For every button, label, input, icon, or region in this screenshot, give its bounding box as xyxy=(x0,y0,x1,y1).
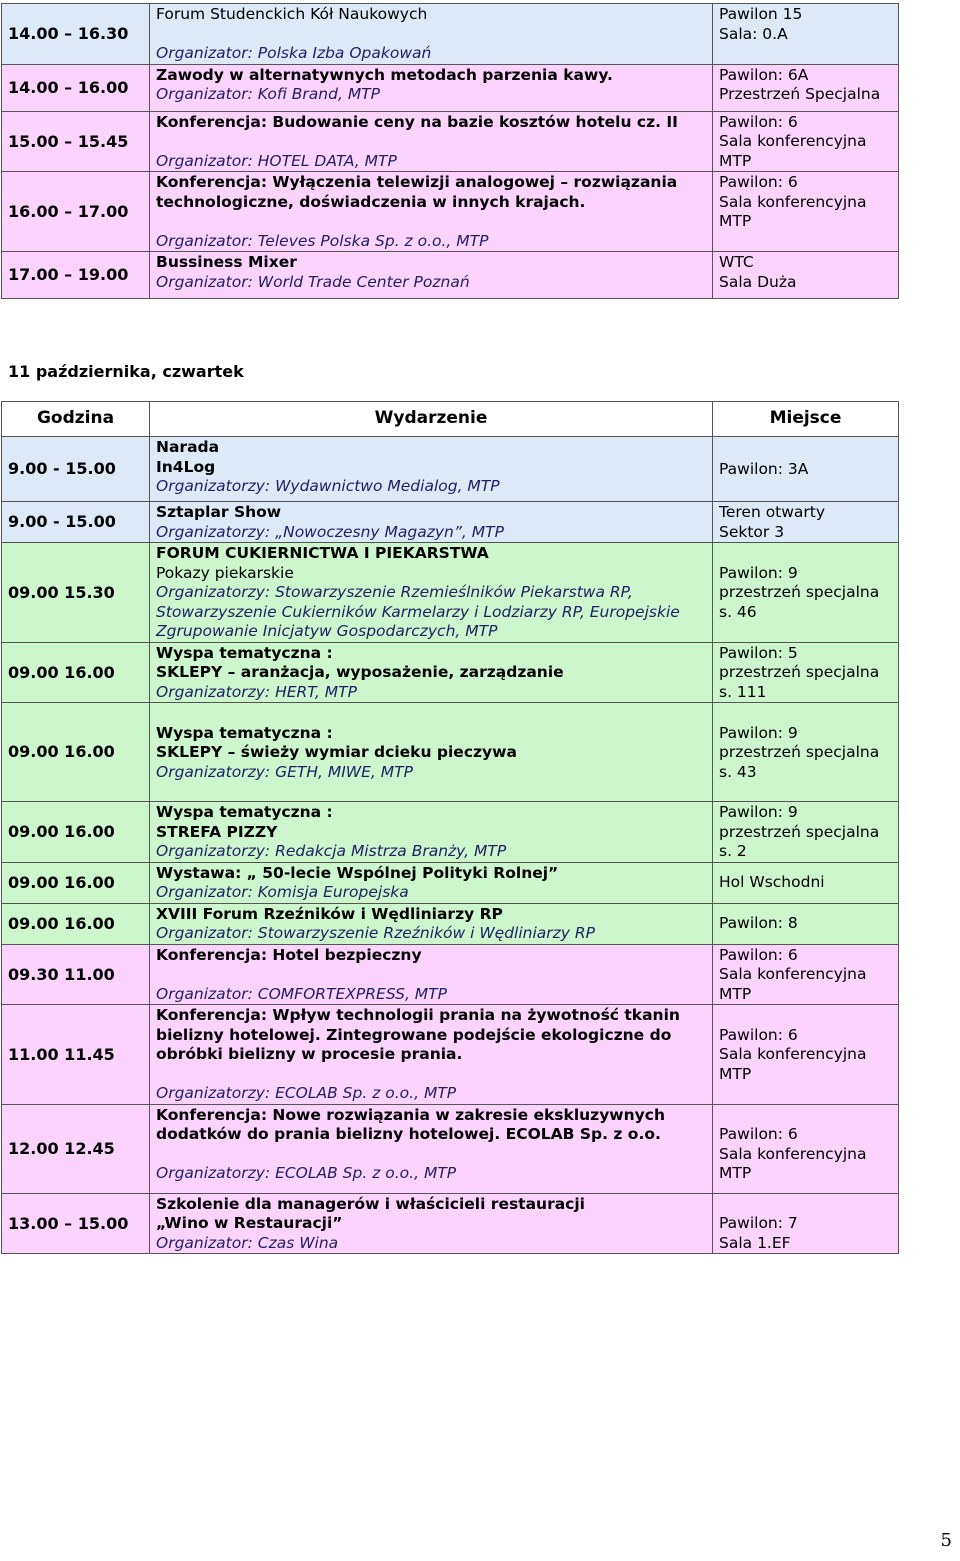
spacer xyxy=(156,704,706,724)
event-place xyxy=(713,437,899,502)
place-line: s. 2 xyxy=(719,842,747,860)
place-line: Sala konferencyjna xyxy=(719,1144,867,1163)
spacer xyxy=(156,132,706,152)
event-title: XVIII Forum Rzeźników i Wędliniarzy RP xyxy=(156,904,503,923)
event-organizer: Organizator: Komisja Europejska xyxy=(156,883,409,901)
place-line: Pawilon: 9 xyxy=(719,563,798,582)
event-time: 11.00 11.45 xyxy=(2,1005,150,1105)
event-place xyxy=(713,903,899,944)
place-line: Sala konferencyjna xyxy=(719,132,867,150)
spacer xyxy=(719,1006,892,1026)
event-title: Zawody w alternatywnych metodach parzenia kawy. xyxy=(156,65,613,84)
place-line: Sektor 3 xyxy=(719,522,785,541)
event-organizer: Organizatorzy: ECOLAB Sp. z o.o., MTP xyxy=(156,1164,457,1182)
event-organizer: Organizatorzy: GETH, MIWE, MTP xyxy=(156,762,413,781)
place-line: Hol Wschodni xyxy=(719,873,825,892)
spacer xyxy=(719,1106,892,1126)
event-organizer: Organizator: World Trade Center Poznań xyxy=(156,272,470,291)
table-row xyxy=(2,502,899,543)
place-line: Pawilon: 3A xyxy=(719,459,809,478)
event-organizer: Organizator: Televes Polska Sp. z o.o., MTP xyxy=(156,231,489,250)
table-row xyxy=(2,437,899,502)
event-organizer: Organizator: Kofi Brand, MTP xyxy=(156,85,381,103)
event-description xyxy=(150,862,713,903)
event-title: Konferencja: Budowanie ceny na bazie kosztów hotelu cz. II xyxy=(156,112,678,131)
event-title: SKLEPY – świeży wymiar dcieku pieczywa xyxy=(156,743,517,761)
place-line: Pawilon: 9 xyxy=(719,723,798,742)
event-organizer: Organizator: Polska Izba Opakowań xyxy=(156,44,432,62)
event-title: Wyspa tematyczna : xyxy=(156,723,333,742)
table-row xyxy=(2,1005,899,1105)
event-description xyxy=(150,1005,713,1105)
event-title: In4Log xyxy=(156,457,216,476)
header-place: Miejsce xyxy=(713,402,899,437)
event-description xyxy=(150,502,713,543)
place-line: Pawilon 15 xyxy=(719,5,803,23)
spacer xyxy=(156,1065,706,1085)
event-place xyxy=(713,862,899,903)
place-line: przestrzeń specjalna xyxy=(719,663,880,681)
event-place xyxy=(713,543,899,643)
event-place xyxy=(713,802,899,863)
event-title: Forum Studenckich Kół Naukowych xyxy=(156,5,428,23)
event-organizer: Organizatorzy: Redakcja Mistrza Branży, MTP xyxy=(156,842,507,860)
table-row xyxy=(2,111,899,172)
place-line: Pawilon: 6 xyxy=(719,1125,798,1143)
place-line: Sala konferencyjna xyxy=(719,192,867,211)
place-line: Przestrzeń Specjalna xyxy=(719,85,881,103)
event-description xyxy=(150,903,713,944)
event-title: Wyspa tematyczna : xyxy=(156,803,333,821)
event-description xyxy=(150,4,713,65)
event-description xyxy=(150,642,713,703)
event-title: Narada xyxy=(156,438,220,456)
event-place xyxy=(713,1104,899,1193)
header-event: Wydarzenie xyxy=(150,402,713,437)
event-time: 14.00 – 16.30 xyxy=(2,4,150,65)
place-line: Pawilon: 6 xyxy=(719,1025,798,1044)
event-time: 09.00 15.30 xyxy=(2,543,150,643)
event-title: Sztaplar Show xyxy=(156,503,282,521)
event-organizer: Organizator: HOTEL DATA, MTP xyxy=(156,151,397,170)
header-time: Godzina xyxy=(2,402,150,437)
event-title: Konferencja: Nowe rozwiązania w zakresie ekskluzywnych dodatków do prania bielizny hotelowej. ECOLAB Sp. z o.o. xyxy=(156,1105,665,1143)
table-row xyxy=(2,64,899,111)
event-description xyxy=(150,944,713,1005)
event-description xyxy=(150,1193,713,1254)
event-place xyxy=(713,1193,899,1254)
place-line: przestrzeń specjalna xyxy=(719,822,880,841)
event-time: 9.00 - 15.00 xyxy=(2,502,150,543)
event-time: 09.30 11.00 xyxy=(2,944,150,1005)
table-row xyxy=(2,4,899,65)
spacer xyxy=(156,965,706,985)
place-line: Pawilon: 6 xyxy=(719,945,798,964)
place-line: MTP xyxy=(719,151,752,170)
event-place xyxy=(713,64,899,111)
event-organizer: Organizator: Czas Wina xyxy=(156,1233,339,1252)
event-place xyxy=(713,172,899,252)
event-title: SKLEPY – aranżacja, wyposażenie, zarządzanie xyxy=(156,663,564,681)
event-time: 16.00 – 17.00 xyxy=(2,172,150,252)
place-line: MTP xyxy=(719,1064,752,1083)
spacer xyxy=(156,1145,706,1165)
event-title: Bussiness Mixer xyxy=(156,253,297,271)
event-time: 13.00 – 15.00 xyxy=(2,1193,150,1254)
event-description xyxy=(150,252,713,299)
table-row xyxy=(2,903,899,944)
event-place xyxy=(713,703,899,802)
event-title: Szkolenie dla managerów i właścicieli restauracji xyxy=(156,1194,585,1213)
event-time: 09.00 16.00 xyxy=(2,862,150,903)
event-place xyxy=(713,944,899,1005)
place-line: Pawilon: 9 xyxy=(719,803,798,821)
table-row xyxy=(2,703,899,802)
place-line: przestrzeń specjalna xyxy=(719,583,880,601)
event-description xyxy=(150,111,713,172)
spacer xyxy=(719,704,892,724)
place-line: Pawilon: 7 xyxy=(719,1214,798,1232)
event-description xyxy=(150,802,713,863)
event-title: STREFA PIZZY xyxy=(156,822,278,841)
spacer xyxy=(719,1195,892,1215)
event-place xyxy=(713,252,899,299)
event-title: Konferencja: Wpływ technologii prania na żywotność tkanin bielizny hotelowej. Zintegrowane podejście ekologiczne do obróbki bielizny w procesie prania. xyxy=(156,1006,680,1063)
event-title: Wystawa: „ 50-lecie Wspólnej Polityki Rolnej” xyxy=(156,863,559,882)
table-row xyxy=(2,543,899,643)
table-row xyxy=(2,802,899,863)
place-line: MTP xyxy=(719,1164,752,1182)
place-line: Sala Duża xyxy=(719,272,797,291)
place-line: Teren otwarty xyxy=(719,503,826,521)
date-heading: 11 października, czwartek xyxy=(8,362,244,381)
event-place xyxy=(713,111,899,172)
place-line: Sala konferencyjna xyxy=(719,1045,867,1063)
table-header-row xyxy=(2,402,899,437)
event-organizer: Organizator: Stowarzyszenie Rzeźników i Wędliniarzy RP xyxy=(156,924,596,942)
event-time: 09.00 16.00 xyxy=(2,703,150,802)
event-place xyxy=(713,4,899,65)
event-description xyxy=(150,1104,713,1193)
event-description xyxy=(150,543,713,643)
event-title: „Wino w Restauracji” xyxy=(156,1214,343,1232)
place-line: Pawilon: 8 xyxy=(719,914,798,933)
spacer xyxy=(156,25,706,45)
place-line: Pawilon: 5 xyxy=(719,643,798,662)
event-description xyxy=(150,172,713,252)
page-number: 5 xyxy=(940,1530,952,1551)
schedule-table-day1 xyxy=(1,3,899,299)
event-place xyxy=(713,642,899,703)
event-title: Pokazy piekarskie xyxy=(156,563,294,582)
table-row xyxy=(2,862,899,903)
event-time: 12.00 12.45 xyxy=(2,1104,150,1193)
place-line: Sala 1.EF xyxy=(719,1233,791,1252)
place-line: przestrzeń specjalna xyxy=(719,743,880,761)
place-line: Pawilon: 6A xyxy=(719,65,809,84)
event-time: 17.00 – 19.00 xyxy=(2,252,150,299)
table-row xyxy=(2,172,899,252)
event-place xyxy=(713,1005,899,1105)
event-title: Konferencja: Hotel bezpieczny xyxy=(156,945,422,964)
place-line: Pawilon: 6 xyxy=(719,112,798,131)
event-organizer: Organizatorzy: ECOLAB Sp. z o.o., MTP xyxy=(156,1084,457,1102)
event-time: 14.00 – 16.00 xyxy=(2,64,150,111)
event-time: 09.00 16.00 xyxy=(2,802,150,863)
event-title: Wyspa tematyczna : xyxy=(156,643,333,662)
table-row xyxy=(2,1104,899,1193)
schedule-table-day2 xyxy=(1,401,899,1254)
event-description xyxy=(150,437,713,502)
place-line: MTP xyxy=(719,984,752,1003)
spacer xyxy=(719,544,892,564)
table-row xyxy=(2,1193,899,1254)
place-line: s. 46 xyxy=(719,602,757,621)
event-title: Konferencja: Wyłączenia telewizji analogowej – rozwiązania technologiczne, doświadczenia w innych krajach. xyxy=(156,173,678,211)
event-title: FORUM CUKIERNICTWA I PIEKARSTWA xyxy=(156,544,489,562)
event-organizer: Organizatorzy: „Nowoczesny Magazyn”, MTP xyxy=(156,522,504,541)
table-row xyxy=(2,642,899,703)
place-line: MTP xyxy=(719,212,752,230)
event-organizer: Organizatorzy: Wydawnictwo Medialog, MTP xyxy=(156,477,500,495)
event-description xyxy=(150,703,713,802)
place-line: Pawilon: 6 xyxy=(719,173,798,191)
event-organizer: Organizatorzy: HERT, MTP xyxy=(156,682,357,701)
place-line: Sala konferencyjna xyxy=(719,965,867,983)
event-time: 15.00 – 15.45 xyxy=(2,111,150,172)
event-time: 09.00 16.00 xyxy=(2,642,150,703)
table-row xyxy=(2,944,899,1005)
event-description xyxy=(150,64,713,111)
place-line: s. 43 xyxy=(719,762,757,781)
place-line: s. 111 xyxy=(719,682,767,701)
table-row xyxy=(2,252,899,299)
event-place xyxy=(713,502,899,543)
event-time: 09.00 16.00 xyxy=(2,903,150,944)
place-line: Sala: 0.A xyxy=(719,24,788,43)
spacer xyxy=(156,212,706,232)
event-organizer: Organizatorzy: Stowarzyszenie Rzemieślników Piekarstwa RP, Stowarzyszenie Cukierników Karmelarzy i Lodziarzy RP, Europejskie Zgrupowanie Inicjatyw Gospodarczych, MTP xyxy=(156,583,680,640)
event-organizer: Organizator: COMFORTEXPRESS, MTP xyxy=(156,984,447,1003)
event-time: 9.00 - 15.00 xyxy=(2,437,150,502)
place-line: WTC xyxy=(719,253,754,271)
